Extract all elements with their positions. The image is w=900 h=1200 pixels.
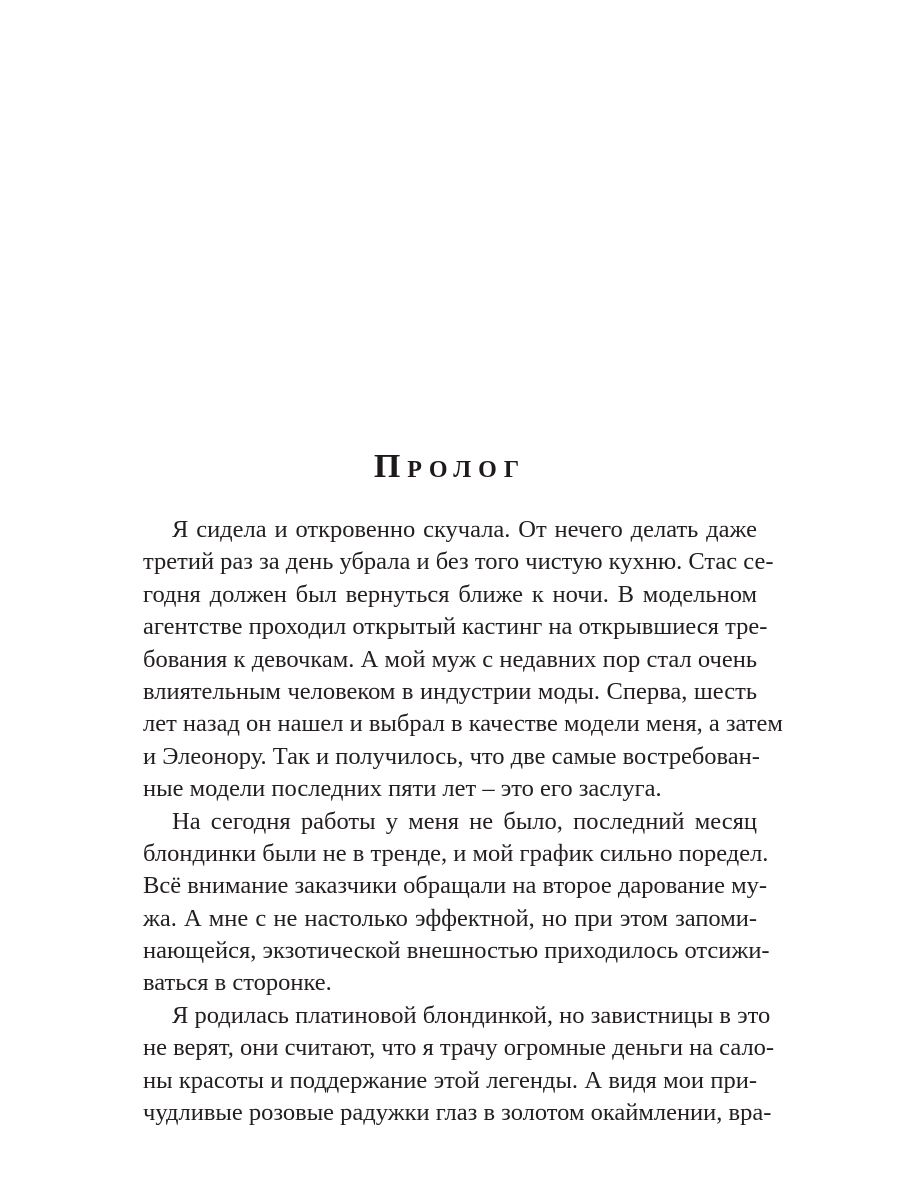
text-line: влиятельным человеком в индустрии моды. Сперва, шесть — [143, 677, 757, 705]
text-line: лет назад он нашел и выбрал в качестве модели меня, а затем — [143, 710, 783, 738]
text-line: Я родилась платиновой блондинкой, но завистницы в это — [172, 1001, 771, 1029]
text-line: ные модели последних пяти лет – это его заслуга. — [143, 775, 662, 803]
text-line: третий раз за день убрала и без того чистую кухню. Стас се- — [143, 548, 774, 576]
text-line: годня должен был вернуться ближе к ночи. В модельном — [143, 580, 757, 608]
text-line: агентстве проходил открытый кастинг на открывшиеся тре- — [143, 613, 768, 641]
text-line: не верят, они считают, что я трачу огромные деньги на сало- — [143, 1034, 775, 1062]
text-line: нающейся, экзотической внешностью приходилось отсижи- — [143, 937, 770, 965]
text-line: ваться в сторонке. — [143, 969, 332, 997]
text-line: и Элеонору. Так и получилось, что две самые востребован- — [143, 742, 760, 770]
chapter-title: Пролог — [373, 448, 527, 485]
body-text — [143, 514, 783, 1129]
text-line: чудливые розовые радужки глаз в золотом окаймлении, вра- — [143, 1099, 772, 1127]
text-line: бования к девочкам. А мой муж с недавних пор стал очень — [143, 645, 757, 673]
text-line: Всё внимание заказчики обращали на второе дарование му- — [143, 872, 768, 900]
text-line: блондинки были не в тренде, и мой график сильно поредел. — [143, 839, 769, 867]
text-line: Я сидела и откровенно скучала. От нечего делать даже — [172, 516, 757, 543]
text-line: жа. А мне с не настолько эффектной, но при этом запоми- — [143, 904, 757, 932]
text-line: ны красоты и поддержание этой легенды. А видя мои при- — [143, 1066, 757, 1094]
text-line: На сегодня работы у меня не было, последний месяц — [172, 807, 757, 835]
